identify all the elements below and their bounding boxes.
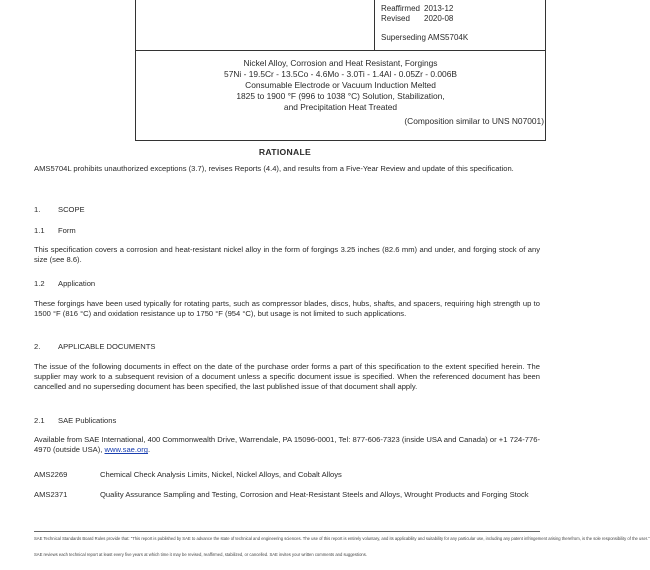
availability-text: Available from SAE International, 400 Commonwealth Drive, Warrendale, PA 15096-0001, Tel: 877-606-7323 (inside USA and Canada) or +1 724-776-4970 (outside USA), <box>34 435 540 455</box>
applicable-documents-text: The issue of the following documents in effect on the date of the purchase order forms a part of this specification to the extent specified herein. The supplier may work to a subsequent revision of a document unless a specific document issue is specified. When the referenced document has been cancelled and no superseding document has been specified, the last published issue of that document shall apply. <box>34 362 540 392</box>
title-line-5: and Precipitation Heat Treated <box>283 102 398 112</box>
section-scope-heading <box>34 205 85 214</box>
sae-website-link[interactable]: www.sae.org <box>104 445 148 455</box>
reference-code: AMS2269 <box>34 470 68 479</box>
superseding-text: Superseding AMS5704K <box>381 33 469 42</box>
title-line-1: Nickel Alloy, Corrosion and Heat Resistant, Forgings <box>243 58 438 68</box>
reference-description: Quality Assurance Sampling and Testing, Corrosion and Heat-Resistant Steels and Alloys, Wrought Products and Forging Stock <box>100 490 529 499</box>
footer-disclaimer: SAE Technical Standards Board Rules provide that: "This report is published by SAE to advance the state of technical and engineering sciences. The use of this report is entirely voluntary, and its applicability and suitability for any particular use, including any patent infringement arising therefrom, is the sole responsibility of the user." <box>34 536 650 541</box>
application-text: These forgings have been used typically for rotating parts, such as compressor blades, discs, hubs, shafts, and spacers, requiring high strength up to 1500 °F (816 °C) and oxidation resistance up to 1750 °F (954 °C), but usage is not limited to such applications. <box>34 299 540 319</box>
subsection-number: 1.1 <box>34 226 45 235</box>
subsection-application-heading <box>34 279 95 288</box>
footer-review-note: SAE reviews each technical report at least every five years at which time it may be revised, reaffirmed, stabilized, or cancelled. SAE invites your written comments and suggestions. <box>34 552 367 557</box>
rationale-heading: RATIONALE <box>258 147 312 157</box>
reference-description: Chemical Check Analysis Limits, Nickel, Nickel Alloys, and Cobalt Alloys <box>100 470 342 479</box>
subsection-sae-heading <box>34 416 116 425</box>
title-line-3: Consumable Electrode or Vacuum Induction Melted <box>245 80 436 90</box>
subsection-title: Application <box>58 279 96 288</box>
revised-value: 2020-08 <box>424 14 454 23</box>
subsection-title: Form <box>58 226 76 235</box>
section-number: 2. <box>34 342 41 351</box>
subsection-title: SAE Publications <box>58 416 117 425</box>
title-line-4: 1825 to 1900 °F (996 to 1038 °C) Solution, Stabilization, <box>236 91 445 101</box>
reaffirmed-value: 2013-12 <box>424 4 454 13</box>
section-title: APPLICABLE DOCUMENTS <box>58 342 156 351</box>
document-title <box>135 58 546 113</box>
reference-item <box>34 490 540 512</box>
section-applicable-documents-heading <box>34 342 155 351</box>
subsection-form-heading <box>34 226 76 235</box>
section-title: SCOPE <box>58 205 85 214</box>
header-divider-vertical <box>374 0 375 50</box>
composition-note: (Composition similar to UNS N07001) <box>404 116 544 126</box>
revised-label: Revised <box>381 14 410 23</box>
reaffirmed-label: Reaffirmed <box>381 4 420 13</box>
subsection-number: 1.2 <box>34 279 45 288</box>
rationale-text: AMS5704L prohibits unauthorized exceptions (3.7), revises Reports (4.4), and results from a Five-Year Review and update of this specification. <box>34 164 514 173</box>
availability-end: . <box>147 445 151 455</box>
reference-code: AMS2371 <box>34 490 68 499</box>
form-text: This specification covers a corrosion and heat-resistant nickel alloy in the form of forgings 3.25 inches (82.6 mm) and under, and forging stock of any size (see 8.6). <box>34 245 540 265</box>
subsection-number: 2.1 <box>34 416 45 425</box>
section-number: 1. <box>34 205 41 214</box>
reference-item <box>34 470 540 482</box>
title-line-2: 57Ni - 19.5Cr - 13.5Co - 4.6Mo - 3.0Ti - 1.4Al - 0.05Zr - 0.006B <box>224 69 457 79</box>
sae-availability-text <box>34 435 540 455</box>
header-divider-horizontal <box>135 50 546 51</box>
footer-divider <box>34 531 540 532</box>
